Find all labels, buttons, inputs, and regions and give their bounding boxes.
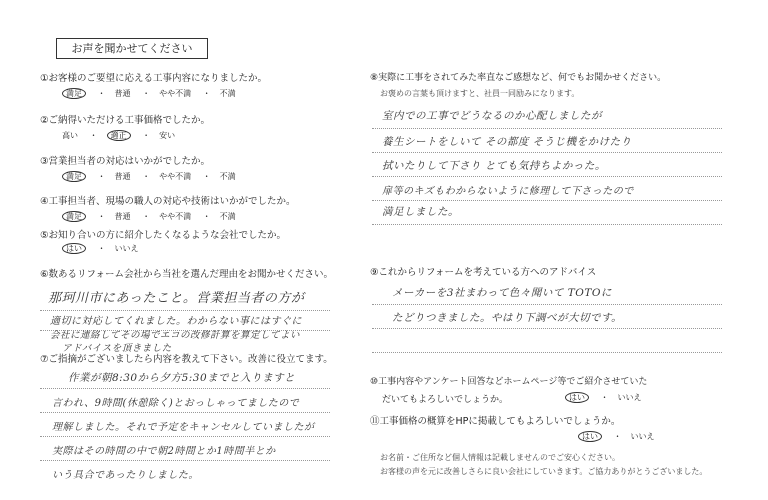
answer-line <box>372 200 722 201</box>
q10-option-no[interactable]: いいえ <box>617 393 642 402</box>
question-2-label: ②ご納得いただける工事価格でしたか。 <box>40 115 211 126</box>
question-1-options: 満足 ・ 普通 ・ やや不満 ・ 不満 <box>62 88 245 99</box>
question-8-label: ⑧実際に工事をされてみた率直なご感想など、何でもお聞かせください。 <box>370 73 667 83</box>
question-1-label: ①お客様のご要望に応える工事内容になりましたか。 <box>40 73 268 84</box>
q6-handwriting-line-3: 会社に連絡してその場でエコの改修計算を算定してよい <box>50 330 301 341</box>
q6-handwriting-line-2: 適切に対応してくれました。わからない事にはすぐに <box>50 316 302 327</box>
answer-line <box>372 224 722 225</box>
q7-handwriting-line-4: 実際はその時間の中で朝2時間とか1時間半とか <box>52 446 276 457</box>
q4-option-normal[interactable]: 普通 <box>114 212 131 221</box>
q3-option-dissatisfied[interactable]: 不満 <box>219 172 236 181</box>
question-5-options: はい ・ いいえ <box>62 243 148 254</box>
page-title: お声を聞かせてください <box>56 38 208 59</box>
answer-line <box>40 412 330 413</box>
question-2-options: 高い ・ 適正 ・ 安い <box>62 131 176 140</box>
answer-line <box>40 388 330 389</box>
q8-handwriting-line-2: 養生シートをしいて その都度 そうじ機をかけたり <box>382 136 632 148</box>
question-3-label: ③営業担当者の対応はいかがでしたか。 <box>40 156 211 167</box>
q10-option-yes[interactable]: はい <box>565 392 589 403</box>
q7-handwriting-line-3: 理解しました。それで予定をキャンセルしていましたが <box>52 422 315 433</box>
q1-option-satisfied[interactable]: 満足 <box>62 88 86 99</box>
q8-handwriting-line-5: 満足しました。 <box>382 206 459 218</box>
q2-option-fair[interactable]: 適正 <box>107 130 131 141</box>
q4-option-dissatisfied[interactable]: 不満 <box>219 212 236 221</box>
q3-option-somewhat-dissatisfied[interactable]: やや不満 <box>159 172 192 181</box>
q3-option-satisfied[interactable]: 満足 <box>62 171 86 182</box>
question-7-label: ⑦ご指摘がございましたら内容を教えて下さい。改善に役立てます。 <box>40 354 333 365</box>
q6-handwriting-line-1: 那珂川市にあったこと。営業担当者の方が <box>48 291 305 306</box>
question-4-label: ④工事担当者、現場の職人の対応や技術はいかがでしたか。 <box>40 196 296 207</box>
q11-option-yes[interactable]: はい <box>578 431 602 442</box>
answer-line <box>40 436 330 437</box>
q4-option-somewhat-dissatisfied[interactable]: やや不満 <box>159 212 192 221</box>
answer-line <box>372 152 722 153</box>
question-9-label: ⑨これからリフォームを考えている方へのアドバイス <box>370 267 597 278</box>
q8-handwriting-line-3: 拭いたりして下さり とても気持ちよかった。 <box>382 160 606 172</box>
answer-line <box>372 304 722 305</box>
question-11-options: はい ・ いいえ <box>578 431 664 442</box>
answer-line <box>40 460 330 461</box>
q1-option-dissatisfied[interactable]: 不満 <box>219 89 236 98</box>
footer-thanks-note: お客様の声を元に改善しさらに良い会社にしていきます。ご協力ありがとうございました。 <box>380 467 708 476</box>
q1-option-somewhat-dissatisfied[interactable]: やや不満 <box>159 89 192 98</box>
question-10-label-cont: だいてもよろしいでしょうか。 <box>382 395 509 405</box>
answer-line <box>372 128 722 129</box>
q3-option-normal[interactable]: 普通 <box>114 172 131 181</box>
question-3-options: 満足 ・ 普通 ・ やや不満 ・ 不満 <box>62 171 245 182</box>
question-8-note: お褒めの言葉も頂けますと、社員一同励みになります。 <box>380 89 580 98</box>
q9-handwriting-line-2: たどりつきました。やはり下調べが大切です。 <box>392 312 623 324</box>
q5-option-no[interactable]: いいえ <box>114 244 139 253</box>
question-4-options: 満足 ・ 普通 ・ やや不満 ・ 不満 <box>62 211 245 222</box>
q5-option-yes[interactable]: はい <box>62 243 86 254</box>
q7-handwriting-line-1: 作業が朝8:30から夕方5:30までと入りますと <box>68 372 296 384</box>
answer-line <box>372 176 722 177</box>
q1-option-normal[interactable]: 普通 <box>114 89 131 98</box>
answer-line <box>372 328 722 329</box>
q9-handwriting-line-1: メーカーを3社まわって色々聞いて TOTOに <box>392 287 612 299</box>
q7-handwriting-line-5: いう具合であったりしました。 <box>52 470 199 481</box>
footer-privacy-note: お名前・ご住所など個人情報は記載しませんのでご安心ください。 <box>380 453 620 462</box>
question-10-options: はい ・ いいえ <box>565 392 651 403</box>
answer-line <box>372 352 722 353</box>
q7-handwriting-line-2: 言われ、9時間(休憩除く)とおっしゃってましたので <box>52 398 300 409</box>
q2-option-expensive[interactable]: 高い <box>62 131 78 140</box>
question-5-label: ⑤お知り合いの方に紹介したくなるような会社でしたか。 <box>40 230 287 241</box>
q6-handwriting-line-4: アドバイスを頂きました <box>62 343 172 354</box>
q11-option-no[interactable]: いいえ <box>630 432 655 441</box>
q8-handwriting-line-1: 室内での工事でどうなるのか心配しましたが <box>382 110 602 122</box>
q8-handwriting-line-4: 扉等のキズもわからないように修理して下さったので <box>382 186 634 197</box>
answer-line <box>40 310 330 311</box>
question-11-label: ⑪工事価格の概算をHPに掲載してもよろしいでしょうか。 <box>370 416 621 427</box>
question-6-label: ⑥数あるリフォーム会社から当社を選んだ理由をお聞かせください。 <box>40 269 334 280</box>
question-10-label: ⑩工事内容やアンケート回答などホームページ等でご紹介させていた <box>370 377 648 387</box>
q4-option-satisfied[interactable]: 満足 <box>62 211 86 222</box>
q2-option-cheap[interactable]: 安い <box>159 131 176 140</box>
